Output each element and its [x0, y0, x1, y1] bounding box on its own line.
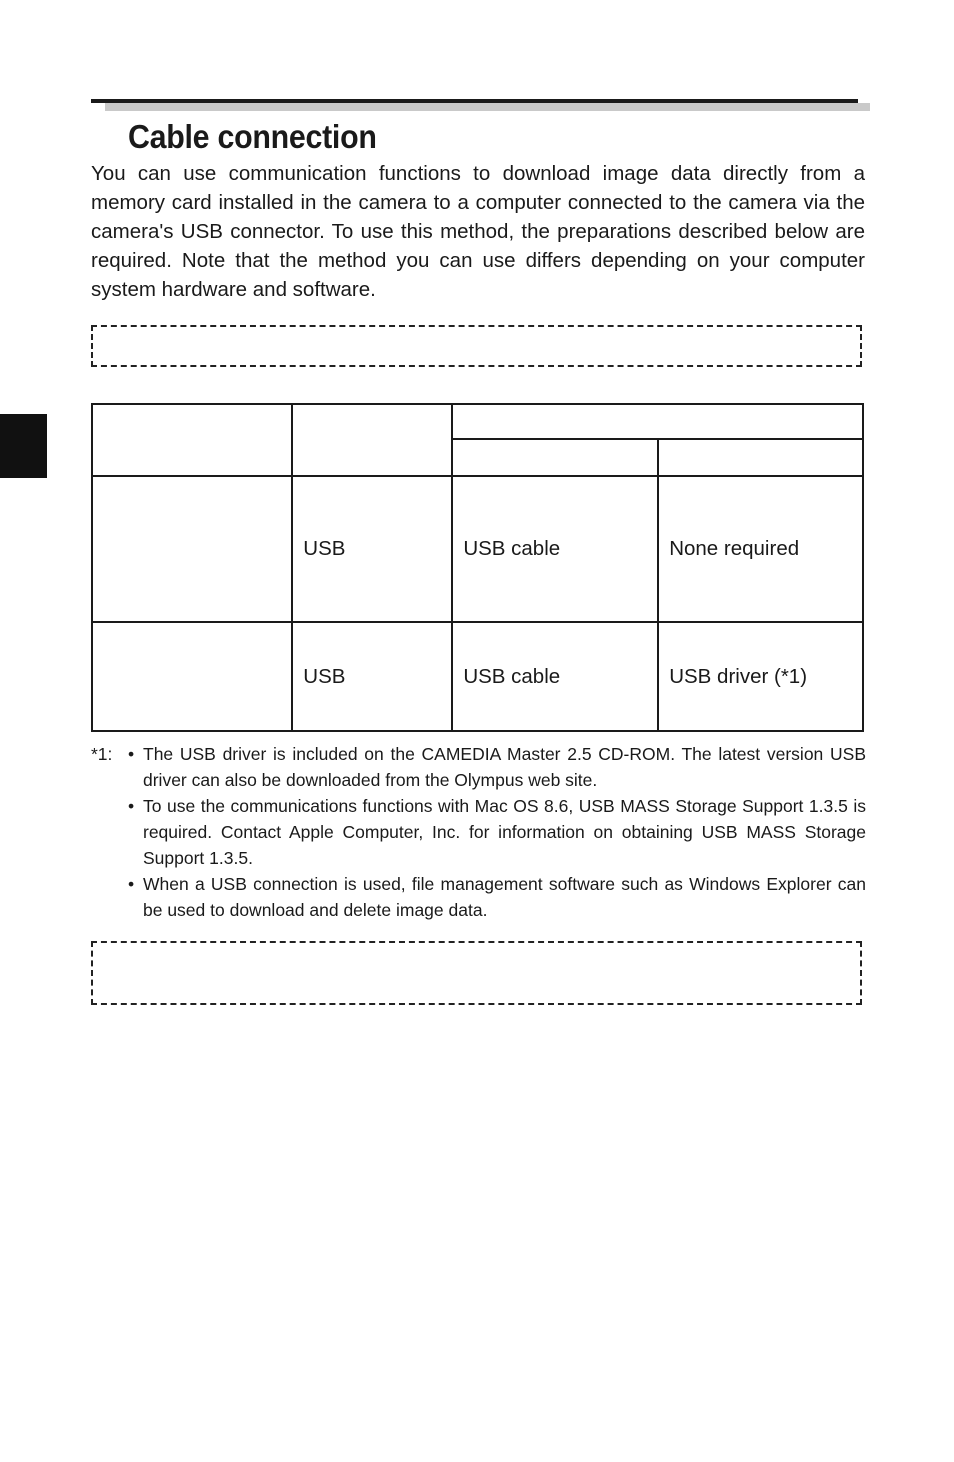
subheader-cell-2	[658, 439, 863, 476]
table-cell-system	[92, 476, 292, 622]
table-row	[92, 622, 863, 731]
dashed-note-box-bottom	[91, 941, 862, 1005]
bullet-icon: •	[128, 874, 135, 894]
footnotes	[91, 741, 866, 923]
header-cell-2	[292, 404, 452, 476]
table-cell-connector: USB	[292, 476, 452, 622]
chapter-tab-marker	[0, 414, 47, 478]
footnote-item	[91, 871, 866, 923]
table-cell-system	[92, 622, 292, 731]
header-rule-shadow	[105, 103, 870, 111]
footnote-item	[91, 741, 866, 793]
table-cell-cable: USB cable	[452, 622, 658, 731]
footnote-text: The USB driver is included on the CAMEDIA Master 2.5 CD-ROM. The latest version USB driver can also be downloaded from the Olympus web site.	[143, 744, 866, 790]
page-title: Cable connection	[128, 118, 377, 155]
bullet-icon: •	[128, 744, 135, 764]
bullet-icon: •	[128, 796, 135, 816]
table-cell-connector: USB	[292, 622, 452, 731]
subheader-cell-1	[452, 439, 658, 476]
footnote-marker: *1:	[91, 744, 113, 764]
table-header-row	[92, 404, 863, 439]
footnote-text: To use the communications functions with Mac OS 8.6, USB MASS Storage Support 1.3.5 is required. Contact Apple Computer, Inc. for information on obtaining USB MASS Storage Support 1.3.5.	[143, 796, 866, 868]
footnote-text: When a USB connection is used, file management software such as Windows Explorer can be used to download and delete image data.	[143, 874, 866, 920]
table-row	[92, 476, 863, 622]
intro-paragraph: You can use communication functions to download image data directly from a memory card installed in the camera to a computer connected to the camera via the camera's USB connector. To use this method, the preparations described below are required. Note that the method you can use differs depending on your computer system hardware and software.	[91, 162, 865, 301]
table-cell-software: USB driver (*1)	[658, 622, 863, 731]
footnote-item	[91, 793, 866, 871]
table-cell-cable: USB cable	[452, 476, 658, 622]
header-cell-1	[92, 404, 292, 476]
header-rule	[91, 99, 858, 103]
dashed-note-box-top	[91, 325, 862, 367]
connection-table	[91, 403, 864, 732]
header-cell-group	[452, 404, 863, 439]
table-cell-software: None required	[658, 476, 863, 622]
